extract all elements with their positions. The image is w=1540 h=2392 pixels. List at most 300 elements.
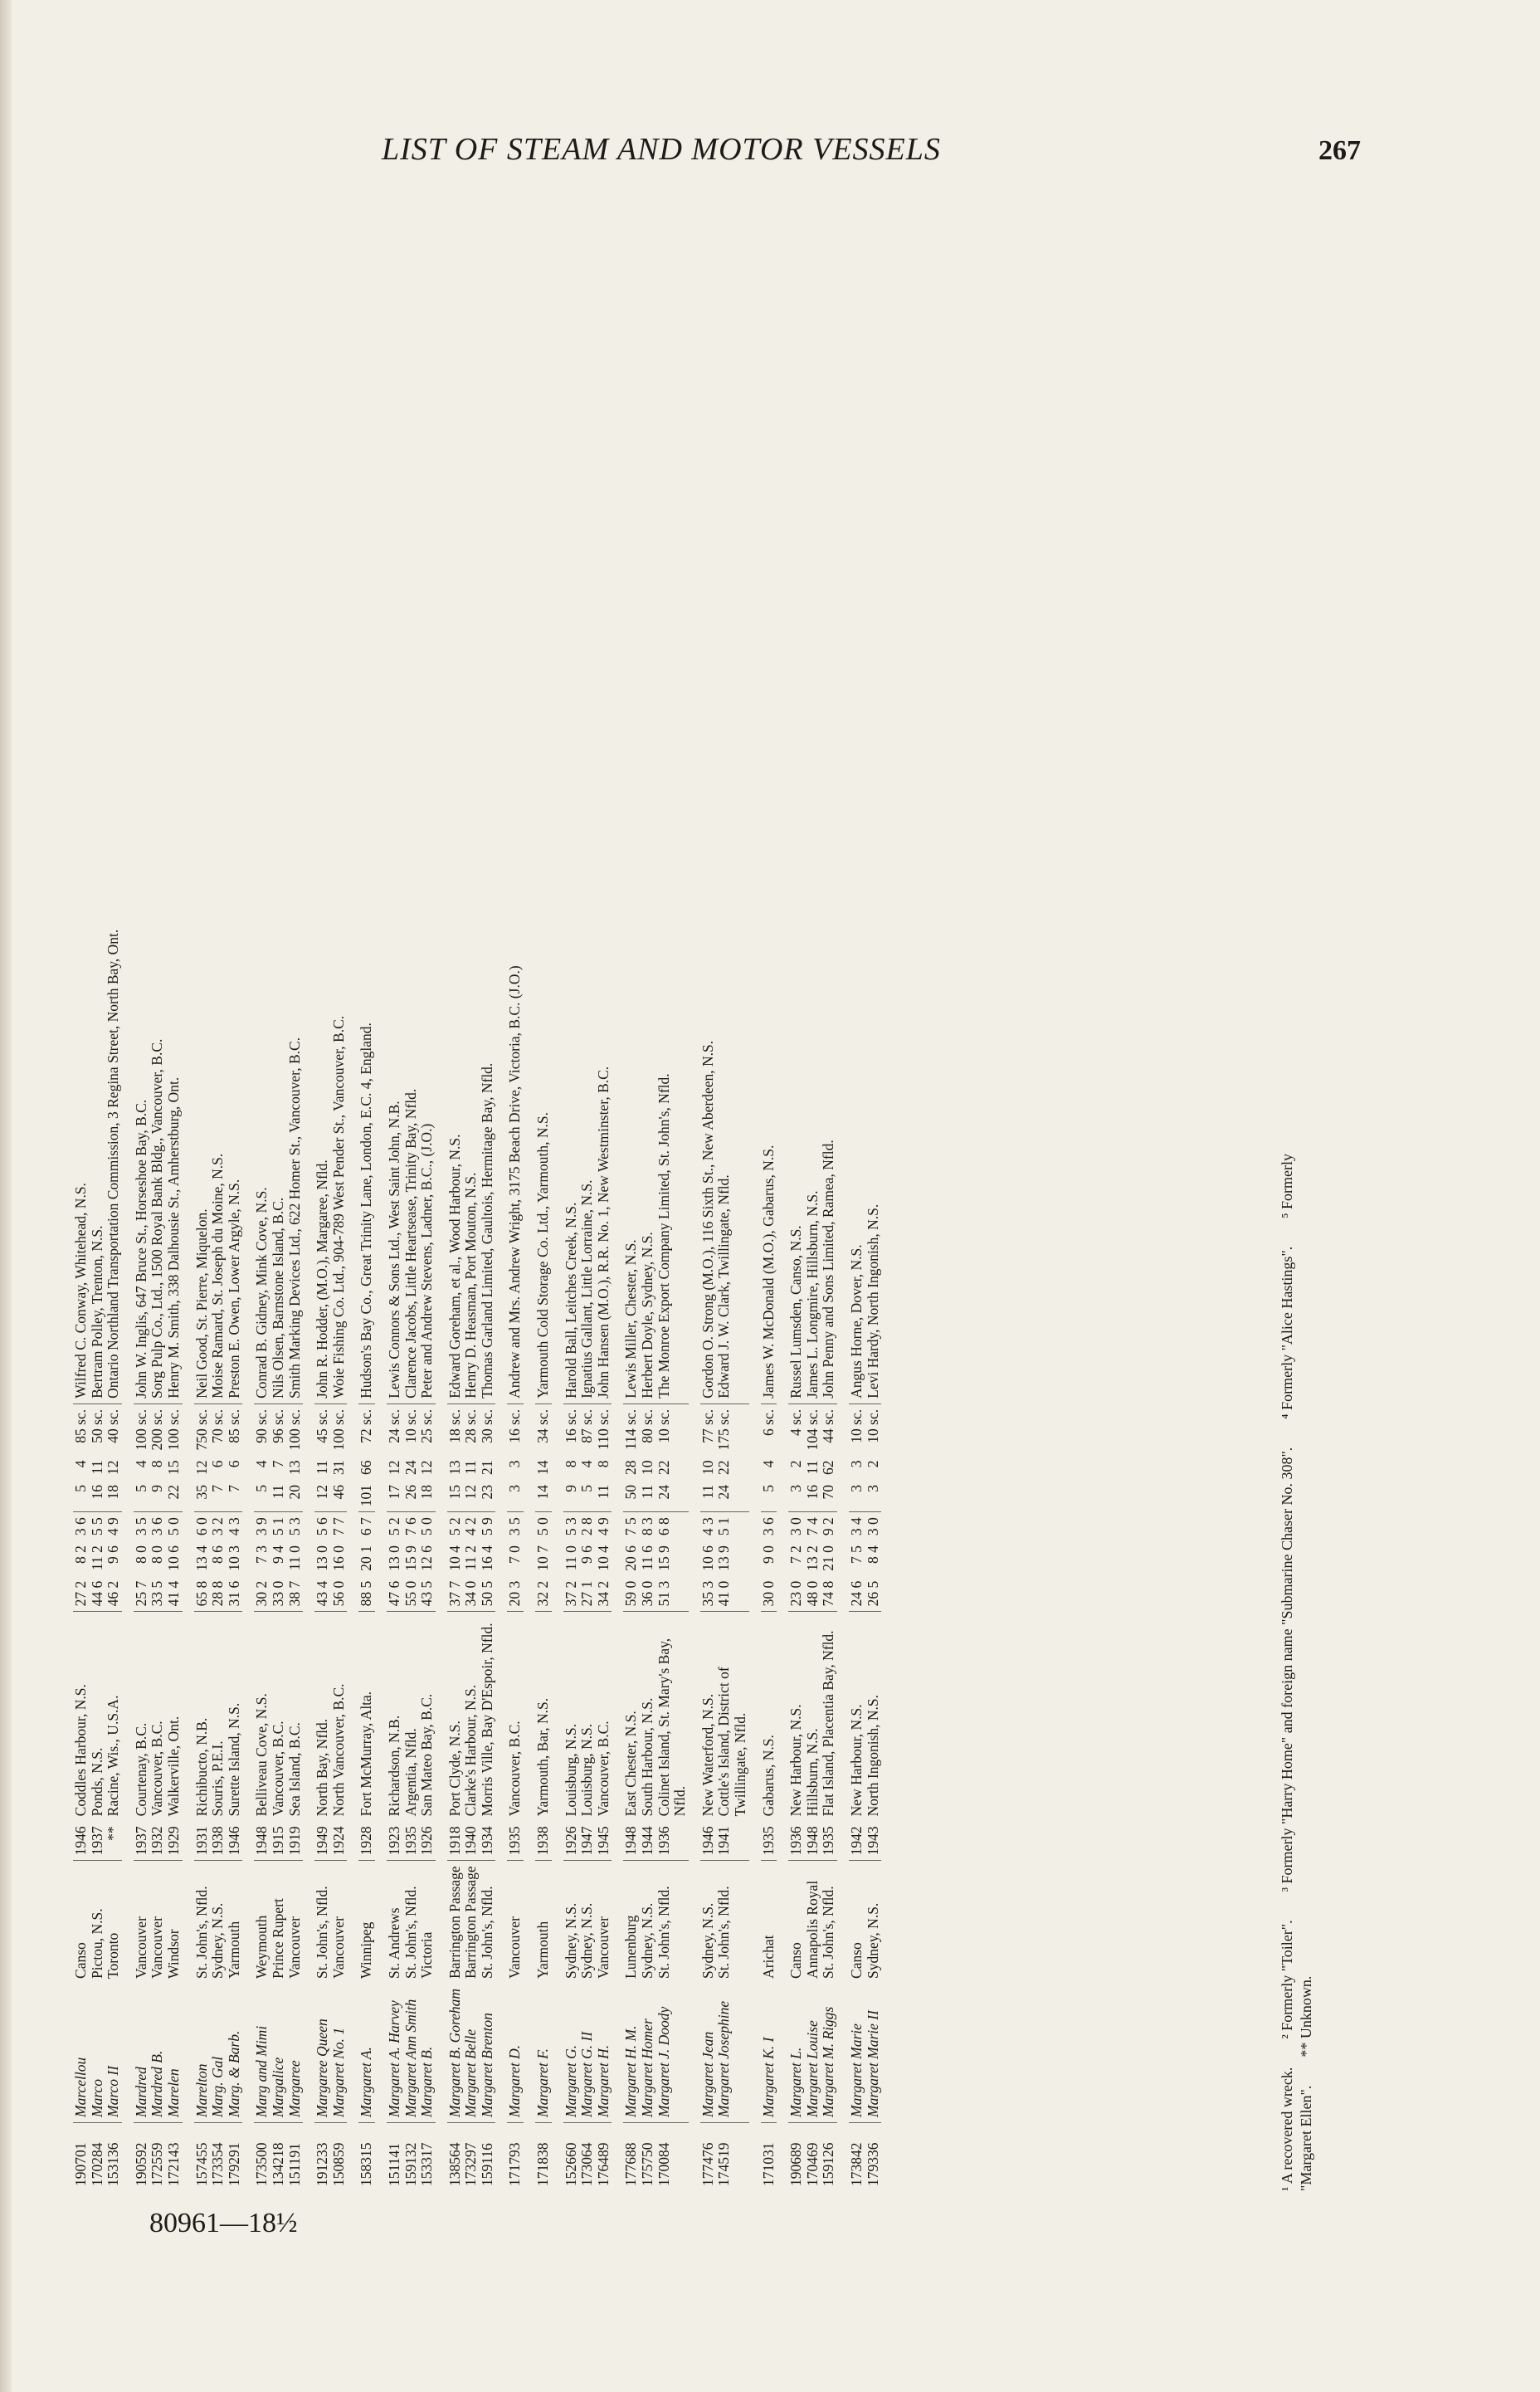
length: 33 5 (149, 1580, 166, 1607)
port-of-registry: St. John's, Nfld. (403, 1861, 420, 1984)
owner-address: Hudson's Bay Co., Great Trinity Lane, London, E.C. 4, England. (358, 1023, 375, 1399)
register-tonnage: 66 (358, 1460, 375, 1475)
gross-tonnage: 11 (639, 1484, 656, 1499)
register-tonnage: 4 (132, 1460, 149, 1468)
owner-address: Moise Ramard, St. Joseph du Moine, N.S. (209, 1153, 227, 1399)
length: 27 1 (578, 1580, 596, 1607)
propulsion: 10 sc. (865, 1403, 882, 1455)
length: 34 2 (594, 1580, 612, 1607)
breadth: 13 2 (803, 1545, 821, 1571)
vessel-name: Margaret Ann Smith (402, 1999, 419, 2117)
place-built: North Ingonish, N.S. (865, 1612, 882, 1822)
place-built: Gabarus, N.S. (761, 1612, 777, 1822)
official-number: 179336 (865, 2123, 882, 2192)
gross-tonnage: 14 (534, 1484, 552, 1500)
gross-tonnage: 7 (225, 1484, 242, 1492)
breadth: 20 6 (622, 1545, 640, 1571)
vessel-row (403, 522, 420, 2191)
register-tonnage: 14 (534, 1460, 552, 1475)
footnote: ² Formerly "Toiler". (1279, 1920, 1295, 2039)
year-built: 1924 (329, 1826, 347, 1856)
owner-address: Russel Lumsden, Canso, N.S. (787, 1225, 805, 1399)
official-number: 171838 (535, 2123, 552, 2192)
breadth: 11 0 (562, 1545, 579, 1571)
gross-tonnage: 50 (622, 1484, 640, 1500)
port-of-registry: Sydney, N.S. (700, 1861, 717, 1984)
vessel-row (805, 522, 821, 2191)
breadth: 9 4 (269, 1545, 286, 1564)
owner-address: Lewis Miller, Chester, N.S. (622, 1239, 640, 1399)
register-tonnage: 3 (506, 1460, 524, 1468)
length: 28 8 (209, 1580, 227, 1607)
year-built: 1926 (418, 1826, 436, 1856)
propulsion: 50 sc. (90, 1403, 106, 1455)
propulsion: 85 sc. (73, 1403, 90, 1455)
official-number: 152660 (563, 2123, 580, 2192)
register-tonnage: 12 (105, 1460, 122, 1475)
vessel-row (849, 522, 865, 2191)
breadth: 13 0 (314, 1545, 331, 1571)
official-number: 159116 (480, 2123, 496, 2192)
port-of-registry: Vancouver (507, 1861, 524, 1984)
depth: 3 6 (149, 1512, 166, 1540)
gross-tonnage: 12 (314, 1484, 331, 1500)
breadth: 16 4 (478, 1545, 495, 1571)
port-of-registry: Victoria (419, 1861, 436, 1984)
place-built: Ponds, N.S. (90, 1612, 106, 1822)
port-of-registry: Yarmouth (535, 1861, 552, 1984)
row-spacer-cell (524, 522, 535, 2191)
propulsion: 16 sc. (563, 1403, 580, 1455)
gross-tonnage: 18 (105, 1484, 122, 1500)
port-of-registry: Winnipeg (358, 1861, 375, 1984)
place-built: Port Clyde, N.S. (447, 1612, 464, 1822)
depth: 3 0 (788, 1512, 805, 1540)
official-number: 171031 (761, 2123, 777, 2192)
breadth: 7 0 (506, 1545, 524, 1564)
vessel-name: Marco II (105, 2065, 122, 2117)
breadth: 12 6 (418, 1545, 436, 1571)
official-number: 177688 (623, 2123, 640, 2192)
register-tonnage: 22 (715, 1460, 733, 1475)
vessel-name: Margaret Marie (847, 2023, 865, 2117)
register-tonnage: 11 (803, 1460, 821, 1475)
port-of-registry: Canso (849, 1861, 865, 1984)
port-of-registry: Pictou, N.S. (90, 1861, 106, 1984)
place-built: Vancouver, B.C. (149, 1612, 166, 1822)
owner-address: Sorg Pulp Co., Ltd., 1500 Royal Bank Bldg., Vancouver, B.C. (149, 1038, 166, 1399)
gross-tonnage: 23 (478, 1484, 495, 1500)
depth: 3 4 (849, 1512, 865, 1540)
row-spacer (183, 522, 194, 2191)
gross-tonnage: 9 (149, 1484, 166, 1492)
row-spacer-cell (303, 522, 314, 2191)
breadth: 11 6 (639, 1545, 656, 1571)
vessel-row (579, 522, 596, 2191)
place-built: Clarke's Harbour, N.S. (463, 1612, 480, 1822)
gross-tonnage: 3 (847, 1484, 865, 1492)
gross-tonnage: 12 (462, 1484, 480, 1500)
official-number: 151191 (287, 2123, 304, 2192)
row-spacer-cell (242, 522, 254, 2191)
propulsion: 10 sc. (403, 1403, 420, 1455)
breadth: 13 0 (385, 1545, 402, 1571)
vessel-row (194, 522, 211, 2191)
official-number: 170084 (656, 2123, 689, 2192)
year-built: 1923 (385, 1826, 402, 1856)
propulsion: 100 sc. (287, 1403, 304, 1455)
propulsion: 96 sc. (270, 1403, 287, 1455)
depth: 5 2 (447, 1512, 464, 1540)
owner-address: John Hansen (M.O.), R.R. No. 1, New Westminster, B.C. (594, 1066, 612, 1399)
length: 50 5 (478, 1580, 495, 1607)
place-built: North Vancouver, B.C. (331, 1612, 348, 1822)
depth: 4 2 (463, 1512, 480, 1540)
register-tonnage: 24 (402, 1460, 419, 1475)
row-spacer (552, 522, 563, 2191)
place-built: South Harbour, N.S. (640, 1612, 656, 1822)
length: 20 3 (506, 1580, 524, 1607)
vessel-row (287, 522, 304, 2191)
register-tonnage: 28 (622, 1460, 640, 1475)
breadth: 7 2 (787, 1545, 805, 1564)
gross-tonnage: 5 (759, 1484, 777, 1492)
vessel-row (210, 522, 227, 2191)
gross-tonnage: 16 (88, 1484, 105, 1500)
official-number: 171793 (507, 2123, 524, 2192)
owner-address: Herbert Doyle, Sydney, N.S. (639, 1232, 656, 1399)
register-tonnage: 13 (285, 1460, 303, 1475)
year-built: 1942 (847, 1826, 865, 1856)
row-spacer (347, 522, 358, 2191)
breadth: 13 4 (192, 1545, 210, 1571)
official-number: 175750 (640, 2123, 656, 2192)
official-number: 190592 (134, 2123, 150, 2192)
length: 38 7 (285, 1580, 303, 1607)
vessel-name: Margaret Louise (803, 2020, 821, 2117)
breadth: 11 2 (462, 1545, 480, 1571)
gross-tonnage: 70 (820, 1484, 837, 1500)
propulsion: 750 sc. (194, 1403, 211, 1455)
port-of-registry: Vancouver (287, 1861, 304, 1984)
year-built: 1947 (578, 1826, 596, 1856)
propulsion: 16 sc. (507, 1403, 524, 1455)
breadth: 10 7 (534, 1545, 552, 1571)
owner-address: Smith Marking Devices Ltd., 622 Homer St., Vancouver, B.C. (285, 1037, 303, 1399)
depth: 4 3 (227, 1512, 243, 1540)
gross-tonnage: 11 (594, 1484, 612, 1499)
owner-address: Angus Horne, Dover, N.S. (847, 1244, 865, 1399)
register-tonnage: 8 (149, 1460, 166, 1468)
year-built: 1936 (655, 1826, 672, 1856)
official-number: 153136 (105, 2123, 122, 2192)
place-built: Richibucto, N.B. (194, 1612, 211, 1822)
breadth: 8 2 (72, 1545, 89, 1564)
gross-tonnage: 22 (164, 1484, 182, 1500)
breadth: 8 0 (149, 1545, 166, 1564)
row-spacer-cell (436, 522, 447, 2191)
register-tonnage: 31 (329, 1460, 347, 1475)
length: 25 7 (132, 1580, 149, 1607)
port-of-registry: St. John's, Nfld. (480, 1861, 496, 1984)
place-built: Hillsburn, N.S. (805, 1612, 821, 1822)
vessel-name: Margaret F. (534, 2048, 552, 2117)
gross-tonnage: 11 (699, 1484, 716, 1499)
vessel-row (821, 522, 837, 2191)
owner-address: Ontario Northland Transportation Commission, 3 Regina Street, North Bay, Ont. (105, 929, 122, 1399)
breadth: 11 2 (88, 1545, 105, 1571)
breadth: 15 9 (655, 1545, 672, 1571)
vessel-name: Margalice (269, 2057, 286, 2117)
length: 41 4 (164, 1580, 182, 1607)
owner-address: Bertram Polley, Trenton, N.S. (88, 1225, 105, 1399)
row-spacer (303, 522, 314, 2191)
propulsion: 80 sc. (640, 1403, 656, 1455)
depth: 5 3 (563, 1512, 580, 1540)
owner-address: Andrew and Mrs. Andrew Wright, 3175 Beach Drive, Victoria, B.C. (J.O.) (506, 965, 524, 1399)
official-number: 173064 (579, 2123, 596, 2192)
vessel-row (865, 522, 882, 2191)
vessel-row (656, 522, 689, 2191)
gross-tonnage: 7 (209, 1484, 227, 1492)
page-header (382, 131, 1361, 168)
vessel-row (227, 522, 243, 2191)
propulsion: 100 sc. (134, 1403, 150, 1455)
official-number: 150859 (331, 2123, 348, 2192)
register-tonnage: 10 (699, 1460, 716, 1475)
depth: 5 0 (535, 1512, 552, 1540)
vessel-row (463, 522, 480, 2191)
row-spacer-cell (837, 522, 849, 2191)
year-built: 1940 (462, 1826, 480, 1856)
official-number: 159132 (403, 2123, 420, 2192)
place-built: Vancouver, B.C. (270, 1612, 287, 1822)
vessel-row (105, 522, 122, 2191)
register-tonnage: 6 (209, 1460, 227, 1468)
place-built: Coddles Harbour, N.S. (73, 1612, 90, 1822)
depth: 5 1 (716, 1512, 748, 1540)
propulsion: 100 sc. (166, 1403, 183, 1455)
footnotes (1278, 183, 1317, 2191)
register-tonnage: 8 (594, 1460, 612, 1468)
port-of-registry: Sydney, N.S. (865, 1861, 882, 1984)
propulsion: 6 sc. (761, 1403, 777, 1455)
vessel-row (761, 522, 777, 2191)
port-of-registry: Windsor (166, 1861, 183, 1984)
breadth: 10 3 (225, 1545, 242, 1571)
register-tonnage: 13 (446, 1460, 463, 1475)
propulsion: 175 sc. (716, 1403, 748, 1455)
vessel-row (134, 522, 150, 2191)
owner-address: Henry M. Smith, 338 Dalhousie St., Amherstburg, Ont. (164, 1076, 182, 1399)
depth: 5 6 (314, 1512, 331, 1540)
place-built: Cottle's Island, District of Twillingate, Nfld. (716, 1612, 748, 1822)
row-spacer-cell (375, 522, 387, 2191)
footnote: ⁵ Formerly (1279, 1153, 1295, 1218)
row-spacer (524, 522, 535, 2191)
length: 51 3 (655, 1580, 672, 1607)
footnote: ⁴ Formerly "Alice Hastings". (1279, 1246, 1295, 1419)
register-tonnage: 2 (864, 1460, 881, 1468)
owner-address: Wilfred C. Conway, Whitehead, N.S. (72, 1183, 89, 1399)
vessel-name: Marelen (164, 2068, 182, 2117)
breadth: 8 6 (209, 1545, 227, 1564)
vessel-row (563, 522, 580, 2191)
gross-tonnage: 11 (269, 1484, 286, 1499)
port-of-registry: St. Andrews (387, 1861, 403, 1984)
gross-tonnage: 46 (329, 1484, 347, 1500)
vessel-row (331, 522, 348, 2191)
place-built: Racine, Wis., U.S.A. (105, 1612, 122, 1822)
propulsion: 85 sc. (227, 1403, 243, 1455)
owner-address: Edward Goreham, et al., Wood Harbour, N.S. (446, 1134, 463, 1399)
place-built: East Chester, N.S. (623, 1612, 640, 1822)
depth: 5 2 (387, 1512, 403, 1540)
gross-tonnage: 3 (864, 1484, 881, 1492)
length: 30 0 (759, 1580, 777, 1607)
length: 46 2 (105, 1580, 122, 1607)
official-number: 138564 (447, 2123, 464, 2192)
gross-tonnage: 5 (72, 1484, 89, 1492)
length: 23 0 (787, 1580, 805, 1607)
official-number: 174519 (716, 2123, 748, 2192)
port-of-registry: Vancouver (596, 1861, 612, 1984)
length: 31 6 (225, 1580, 242, 1607)
official-number: 173297 (463, 2123, 480, 2192)
row-spacer (122, 522, 134, 2191)
year-built: 1945 (594, 1826, 612, 1856)
vessel-name: Margaret H. (594, 2044, 612, 2117)
breadth: 13 9 (715, 1545, 733, 1571)
propulsion: 104 sc. (805, 1403, 821, 1455)
row-spacer-cell (122, 522, 134, 2191)
place-built: Courtenay, B.C. (134, 1612, 150, 1822)
register-tonnage: 15 (164, 1460, 182, 1475)
vessel-row (166, 522, 183, 2191)
depth: 3 9 (254, 1512, 270, 1540)
year-built: 1937 (88, 1826, 105, 1856)
official-number: 191233 (314, 2123, 331, 2192)
row-spacer-cell (749, 522, 761, 2191)
year-built: 1918 (446, 1826, 463, 1856)
vessel-register-body (73, 522, 881, 2191)
gross-tonnage: 15 (446, 1484, 463, 1500)
depth: 3 2 (210, 1512, 227, 1540)
owner-address: Ignatius Gallant, Little Lorraine, N.S. (578, 1179, 596, 1399)
owner-address: Nils Olsen, Barnstone Island, B.C. (269, 1197, 286, 1399)
place-built: Fort McMurray, Alta. (358, 1612, 375, 1822)
official-number: 173842 (849, 2123, 865, 2192)
length: 37 2 (562, 1580, 579, 1607)
gross-tonnage: 3 (787, 1484, 805, 1492)
port-of-registry: Prince Rupert (270, 1861, 287, 1984)
running-title: LIST OF STEAM AND MOTOR VESSELS (382, 132, 941, 167)
vessel-name: Margaret B. Goreham (446, 1988, 463, 2117)
official-number: 151141 (387, 2123, 403, 2192)
propulsion: 200 sc. (149, 1403, 166, 1455)
vessel-row (623, 522, 640, 2191)
register-tonnage: 11 (462, 1460, 480, 1475)
gross-tonnage: 17 (385, 1484, 402, 1500)
length: 43 4 (314, 1580, 331, 1607)
propulsion: 34 sc. (535, 1403, 552, 1455)
year-built: 1935 (506, 1826, 524, 1856)
length: 27 2 (72, 1580, 89, 1607)
gross-tonnage: 24 (715, 1484, 733, 1500)
printer-code: 80961—18½ (149, 2208, 298, 2238)
length: 55 0 (402, 1580, 419, 1607)
gross-tonnage: 3 (506, 1484, 524, 1492)
year-built: 1944 (639, 1826, 656, 1856)
register-tonnage: 12 (385, 1460, 402, 1475)
vessel-row (387, 522, 403, 2191)
vessel-row (535, 522, 552, 2191)
row-spacer (375, 522, 387, 2191)
gross-tonnage: 5 (578, 1484, 596, 1492)
official-number: 173354 (210, 2123, 227, 2192)
depth: 7 6 (403, 1512, 420, 1540)
breadth: 21 0 (820, 1545, 837, 1571)
propulsion: 87 sc. (579, 1403, 596, 1455)
row-spacer (495, 522, 507, 2191)
port-of-registry: Vancouver (134, 1861, 150, 1984)
official-number: 157455 (194, 2123, 211, 2192)
vessel-name: Marg and Mimi (253, 2025, 270, 2117)
year-built: 1949 (314, 1826, 331, 1856)
page-number: 267 (1318, 135, 1361, 166)
breadth: 9 6 (578, 1545, 596, 1564)
year-built: 1926 (562, 1826, 579, 1856)
place-built: North Bay, Nfld. (314, 1612, 331, 1822)
owner-address: Neil Good, St. Pierre, Miquelon. (192, 1208, 210, 1399)
vessel-name: Margaret K. I (759, 2037, 777, 2117)
length: 43 5 (418, 1580, 436, 1607)
length: 41 0 (715, 1580, 733, 1607)
port-of-registry: Lunenburg (623, 1861, 640, 1984)
vessel-row (73, 522, 90, 2191)
breadth: 9 6 (105, 1545, 122, 1564)
depth: 5 3 (287, 1512, 304, 1540)
vessel-name: Margaret J. Doody (655, 2006, 672, 2117)
port-of-registry: Weymouth (254, 1861, 270, 1984)
register-tonnage: 12 (418, 1460, 436, 1475)
propulsion: 28 sc. (463, 1403, 480, 1455)
year-built: 1943 (864, 1826, 881, 1856)
port-of-registry: Canso (788, 1861, 805, 1984)
propulsion: 30 sc. (480, 1403, 496, 1455)
vessel-name: Marg. Gal (209, 2056, 227, 2117)
year-built: ** (105, 1826, 122, 1841)
vessel-row (358, 522, 375, 2191)
vessel-name: Margaret A. Harvey (385, 2000, 402, 2117)
port-of-registry: St. John's, Nfld. (716, 1861, 748, 1984)
year-built: 1938 (209, 1826, 227, 1856)
footnote: "Margaret Ellen". (1298, 2085, 1315, 2191)
row-spacer (689, 522, 700, 2191)
depth: 3 0 (865, 1512, 882, 1540)
year-built: 1946 (72, 1826, 89, 1856)
owner-address: John R. Hodder, (M.O.), Margaree, Nfld. (314, 1159, 331, 1399)
vessel-row (640, 522, 656, 2191)
propulsion: 40 sc. (105, 1403, 122, 1455)
year-built: 1935 (759, 1826, 777, 1856)
depth: 4 9 (105, 1512, 122, 1540)
place-built: Colinet Island, St. Mary's Bay, Nfld. (656, 1612, 689, 1822)
propulsion: 90 sc. (254, 1403, 270, 1455)
register-tonnage: 62 (820, 1460, 837, 1475)
vessel-row (788, 522, 805, 2191)
port-of-registry: Vancouver (149, 1861, 166, 1984)
